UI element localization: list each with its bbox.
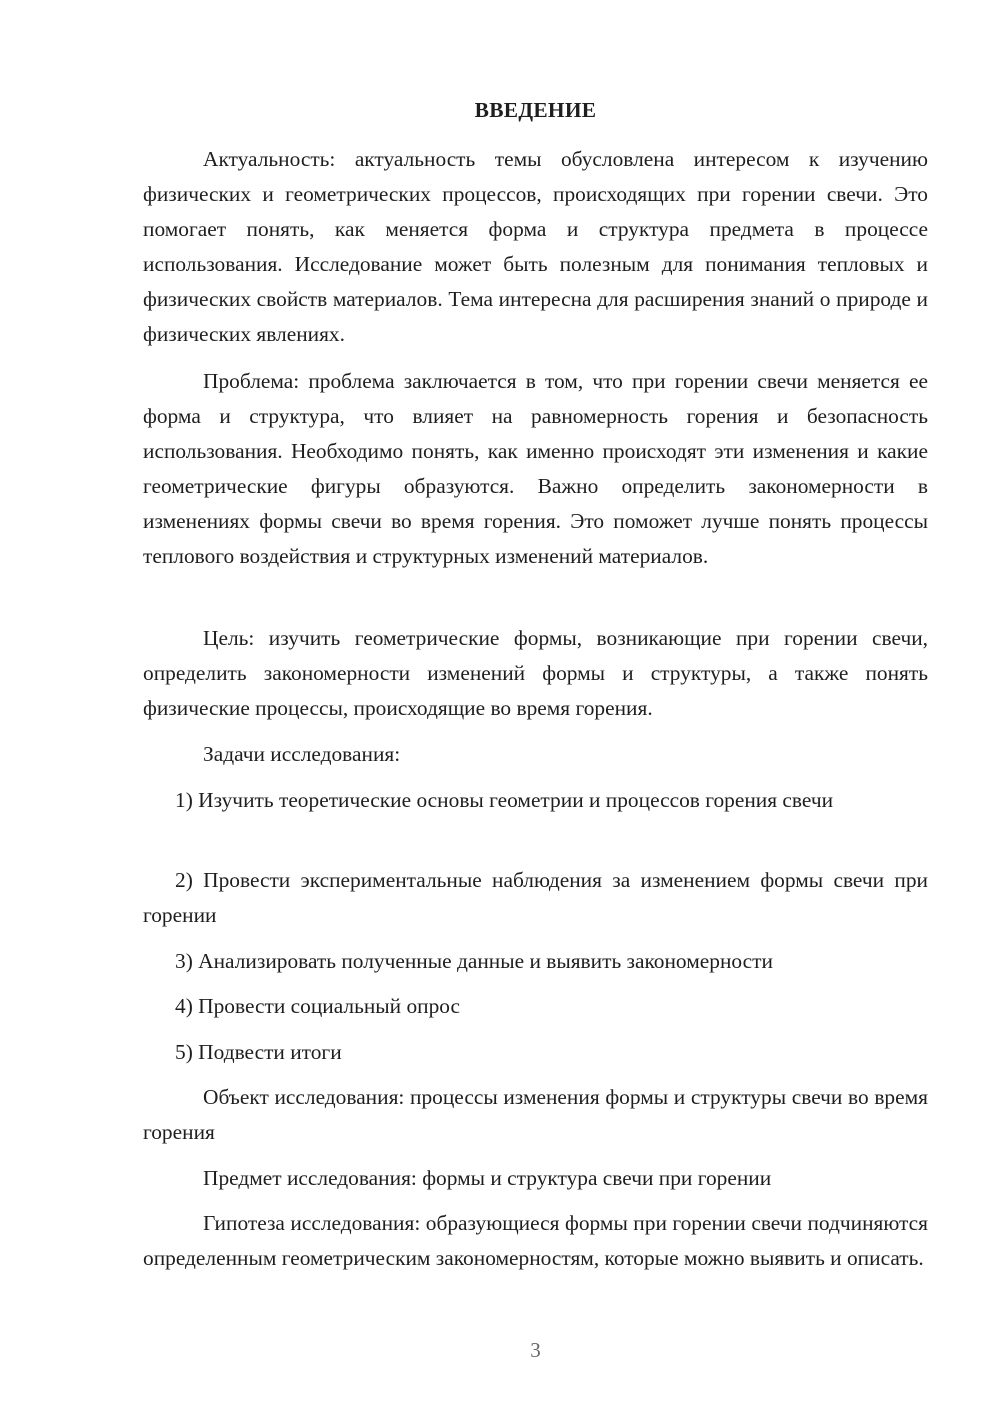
task-item-1: 1) Изучить теоретические основы геометрии и процессов горения свечи	[175, 788, 834, 812]
relevance-paragraph: Актуальность: актуальность темы обусловлена интересом к изучению физических и геометрических процессов, происходящих при горении свечи. Это помогает понять, как меняется форма и структура предмета в процессе использования. Исследование может быть полезным для понимания тепловых и физических свойств материалов. Тема интересна для расширения знаний о природе и физических явлениях.	[143, 147, 928, 346]
problem-paragraph: Проблема: проблема заключается в том, что при горении свечи меняется ее форма и структура, что влияет на равномерность горения и безопасность использования. Необходимо понять, как именно происходят эти изменения и какие геометрические фигуры образуются. Важно определить закономерности в изменениях формы свечи во время горения. Это поможет лучше понять процессы теплового воздействия и структурных изменений материалов.	[143, 369, 928, 568]
object-paragraph: Объект исследования: процессы изменения формы и структуры свечи во время горения	[143, 1085, 928, 1144]
task-item-5: 5) Подвести итоги	[175, 1040, 342, 1064]
hypothesis-paragraph: Гипотеза исследования: образующиеся формы при горении свечи подчиняются определенным геометрическим закономерностям, которые можно выявить и описать.	[143, 1211, 928, 1270]
section-title: ВВЕДЕНИЕ	[474, 98, 597, 122]
task-item-2: 2) Провести экспериментальные наблюдения за изменением формы свечи при горении	[143, 868, 928, 927]
goal-paragraph: Цель: изучить геометрические формы, возникающие при горении свечи, определить закономерности изменений формы и структуры, а также понять физические процессы, происходящие во время горения.	[143, 626, 928, 720]
task-item-4: 4) Провести социальный опрос	[175, 994, 461, 1018]
page-number: 3	[530, 1338, 541, 1362]
tasks-heading: Задачи исследования:	[203, 742, 401, 766]
document-page	[143, 0, 928, 1414]
task-item-3: 3) Анализировать полученные данные и выявить закономерности	[175, 949, 773, 973]
subject-paragraph: Предмет исследования: формы и структура свечи при горении	[203, 1166, 772, 1190]
